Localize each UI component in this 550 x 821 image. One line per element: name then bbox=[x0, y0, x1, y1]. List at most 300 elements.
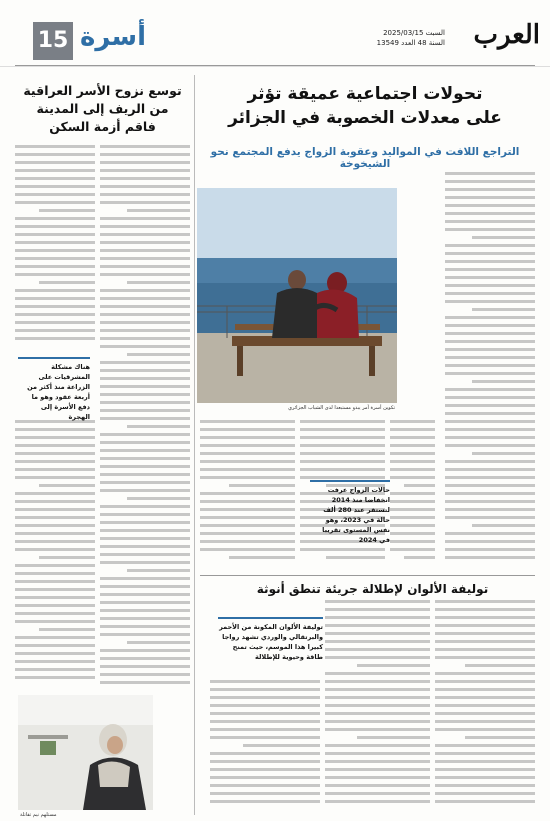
text-line bbox=[300, 452, 385, 455]
text-lines bbox=[435, 600, 535, 803]
text-line bbox=[325, 624, 430, 627]
text-line bbox=[435, 744, 535, 747]
text-line bbox=[15, 257, 95, 260]
text-line bbox=[100, 489, 190, 492]
text-line bbox=[445, 468, 535, 471]
text-line bbox=[200, 532, 295, 535]
side-article-column-3 bbox=[15, 420, 95, 690]
text-line bbox=[100, 233, 190, 236]
text-line bbox=[325, 672, 430, 675]
text-lines bbox=[200, 420, 295, 559]
text-line bbox=[100, 265, 190, 268]
text-line bbox=[435, 768, 535, 771]
text-line bbox=[100, 289, 190, 292]
text-line bbox=[404, 484, 436, 487]
masthead bbox=[0, 0, 550, 67]
side-headline-line2: من الريف إلى المدينة bbox=[36, 101, 169, 116]
text-line bbox=[357, 736, 431, 739]
text-line bbox=[15, 185, 95, 188]
text-line bbox=[445, 484, 535, 487]
text-line bbox=[472, 308, 535, 311]
main-headline bbox=[200, 82, 530, 130]
text-line bbox=[210, 760, 320, 763]
text-line bbox=[300, 468, 385, 471]
text-line bbox=[300, 460, 385, 463]
text-line bbox=[200, 452, 295, 455]
text-line bbox=[325, 744, 430, 747]
text-line bbox=[390, 452, 435, 455]
text-line bbox=[15, 500, 95, 503]
text-line bbox=[445, 268, 535, 271]
text-line bbox=[445, 204, 535, 207]
bottom-article-column-3 bbox=[210, 680, 320, 810]
text-line bbox=[445, 372, 535, 375]
text-line bbox=[325, 712, 430, 715]
text-line bbox=[435, 800, 535, 803]
text-line bbox=[100, 217, 190, 220]
text-line bbox=[390, 460, 435, 463]
text-line bbox=[435, 600, 535, 603]
text-line bbox=[100, 433, 190, 436]
text-line bbox=[100, 633, 190, 636]
text-line bbox=[15, 265, 95, 268]
text-line bbox=[435, 752, 535, 755]
text-line bbox=[435, 688, 535, 691]
main-subheadline: التراجع اللافت في المواليد وعقوبة الزواج يدفع المجتمع نحو الشيخوخة bbox=[210, 146, 520, 170]
text-line bbox=[100, 345, 190, 348]
text-line bbox=[435, 632, 535, 635]
text-line bbox=[445, 252, 535, 255]
text-line bbox=[100, 377, 190, 380]
text-line bbox=[445, 180, 535, 183]
text-line bbox=[15, 201, 95, 204]
text-line bbox=[390, 508, 435, 511]
text-lines bbox=[390, 420, 435, 559]
text-line bbox=[445, 284, 535, 287]
text-line bbox=[210, 696, 320, 699]
main-photo-caption: تكوين أسرة أمر يبدو مستبعدا لدى الشباب الجزائري bbox=[288, 405, 395, 411]
side-headline-line3: فاقم أزمة السكن bbox=[49, 119, 156, 134]
text-line bbox=[100, 361, 190, 364]
text-line bbox=[210, 768, 320, 771]
text-line bbox=[100, 617, 190, 620]
text-line bbox=[15, 588, 95, 591]
text-line bbox=[390, 468, 435, 471]
text-line bbox=[15, 225, 95, 228]
text-line bbox=[210, 784, 320, 787]
text-line bbox=[404, 556, 436, 559]
text-line bbox=[445, 404, 535, 407]
couple-on-bench-photo bbox=[197, 188, 397, 403]
text-line bbox=[100, 609, 190, 612]
text-line bbox=[445, 324, 535, 327]
text-line bbox=[210, 712, 320, 715]
text-lines bbox=[15, 145, 95, 340]
text-line bbox=[445, 476, 535, 479]
text-line bbox=[200, 548, 295, 551]
text-line bbox=[445, 220, 535, 223]
text-line bbox=[100, 449, 190, 452]
text-line bbox=[100, 625, 190, 628]
text-line bbox=[435, 608, 535, 611]
text-line bbox=[100, 465, 190, 468]
text-line bbox=[325, 696, 430, 699]
text-line bbox=[15, 468, 95, 471]
text-line bbox=[210, 720, 320, 723]
text-line bbox=[100, 297, 190, 300]
text-line bbox=[445, 260, 535, 263]
text-line bbox=[325, 600, 430, 603]
text-line bbox=[100, 441, 190, 444]
text-line bbox=[210, 704, 320, 707]
text-line bbox=[445, 332, 535, 335]
small-photo-caption: مستلهم نيم تقاتلة bbox=[20, 812, 57, 818]
text-line bbox=[100, 145, 190, 148]
text-line bbox=[100, 529, 190, 532]
main-article-column-4 bbox=[390, 420, 435, 570]
text-line bbox=[210, 776, 320, 779]
text-line bbox=[445, 276, 535, 279]
text-line bbox=[435, 624, 535, 627]
text-line bbox=[15, 604, 95, 607]
text-line bbox=[445, 532, 535, 535]
text-line bbox=[15, 233, 95, 236]
text-line bbox=[445, 492, 535, 495]
text-line bbox=[39, 556, 95, 559]
main-headline-line2: على معدلات الخصوبة في الجزائر bbox=[228, 108, 502, 128]
text-line bbox=[435, 728, 535, 731]
text-line bbox=[445, 396, 535, 399]
text-line bbox=[100, 161, 190, 164]
text-line bbox=[100, 593, 190, 596]
text-line bbox=[15, 145, 95, 148]
text-line bbox=[127, 497, 190, 500]
text-line bbox=[325, 728, 430, 731]
text-line bbox=[100, 241, 190, 244]
text-line bbox=[325, 776, 430, 779]
text-line bbox=[100, 385, 190, 388]
newspaper-logo: العرب bbox=[473, 20, 540, 50]
dateline bbox=[377, 28, 445, 48]
text-line bbox=[15, 572, 95, 575]
text-line bbox=[445, 172, 535, 175]
text-line bbox=[445, 508, 535, 511]
text-line bbox=[210, 680, 320, 683]
text-line bbox=[100, 337, 190, 340]
text-line bbox=[445, 548, 535, 551]
text-line bbox=[229, 556, 296, 559]
text-line bbox=[200, 428, 295, 431]
text-line bbox=[435, 760, 535, 763]
text-line bbox=[127, 209, 190, 212]
main-article-column-1 bbox=[445, 172, 535, 567]
text-line bbox=[127, 425, 190, 428]
text-line bbox=[15, 516, 95, 519]
text-line bbox=[210, 688, 320, 691]
text-line bbox=[210, 736, 320, 739]
text-line bbox=[465, 736, 535, 739]
text-line bbox=[325, 616, 430, 619]
text-line bbox=[100, 537, 190, 540]
text-line bbox=[445, 228, 535, 231]
text-line bbox=[15, 217, 95, 220]
text-line bbox=[15, 177, 95, 180]
text-line bbox=[100, 585, 190, 588]
text-line bbox=[15, 540, 95, 543]
bottom-article-column-2 bbox=[325, 600, 430, 810]
text-line bbox=[15, 297, 95, 300]
text-line bbox=[15, 460, 95, 463]
column-divider bbox=[194, 75, 195, 815]
text-line bbox=[390, 540, 435, 543]
text-line bbox=[100, 401, 190, 404]
text-line bbox=[15, 329, 95, 332]
text-line bbox=[100, 257, 190, 260]
text-line bbox=[100, 225, 190, 228]
issue-number: السنة 48 العدد 13549 bbox=[376, 39, 445, 47]
side-article-column-1 bbox=[100, 145, 190, 690]
text-line bbox=[445, 516, 535, 519]
text-line bbox=[100, 577, 190, 580]
text-line bbox=[325, 640, 430, 643]
text-lines bbox=[445, 172, 535, 559]
text-line bbox=[127, 281, 190, 284]
text-line bbox=[325, 752, 430, 755]
text-line bbox=[15, 337, 95, 340]
text-line bbox=[100, 601, 190, 604]
text-line bbox=[445, 460, 535, 463]
text-line bbox=[200, 420, 295, 423]
text-line bbox=[127, 353, 190, 356]
text-line bbox=[100, 249, 190, 252]
text-line bbox=[100, 457, 190, 460]
text-line bbox=[100, 305, 190, 308]
text-line bbox=[100, 193, 190, 196]
text-line bbox=[100, 201, 190, 204]
text-line bbox=[435, 704, 535, 707]
text-line bbox=[15, 452, 95, 455]
text-line bbox=[200, 444, 295, 447]
text-line bbox=[15, 492, 95, 495]
text-line bbox=[300, 436, 385, 439]
text-line bbox=[15, 476, 95, 479]
text-line bbox=[100, 177, 190, 180]
text-line bbox=[15, 193, 95, 196]
text-line bbox=[100, 417, 190, 420]
text-line bbox=[472, 524, 535, 527]
text-line bbox=[15, 153, 95, 156]
text-line bbox=[100, 553, 190, 556]
text-line bbox=[15, 169, 95, 172]
text-line bbox=[15, 249, 95, 252]
section-title: أسرة bbox=[80, 22, 147, 52]
text-line bbox=[445, 420, 535, 423]
text-line bbox=[472, 380, 535, 383]
text-line bbox=[15, 660, 95, 663]
text-line bbox=[300, 476, 385, 479]
text-line bbox=[229, 484, 296, 487]
text-line bbox=[15, 596, 95, 599]
text-line bbox=[445, 300, 535, 303]
text-line bbox=[445, 500, 535, 503]
text-line bbox=[15, 508, 95, 511]
text-line bbox=[39, 209, 95, 212]
text-line bbox=[445, 436, 535, 439]
text-line bbox=[100, 273, 190, 276]
text-line bbox=[200, 508, 295, 511]
text-line bbox=[100, 649, 190, 652]
text-line bbox=[15, 652, 95, 655]
text-line bbox=[445, 292, 535, 295]
text-line bbox=[357, 664, 431, 667]
text-line bbox=[15, 644, 95, 647]
text-line bbox=[200, 500, 295, 503]
text-line bbox=[325, 648, 430, 651]
text-line bbox=[100, 329, 190, 332]
text-lines bbox=[100, 145, 190, 684]
bottom-pull-quote: توليفة الألوان المكونة من الأحمر والبرتقالي والوردي تشهد رواجا كبيرا هذا الموسم، حيث تمنح طاقة وحيوية للإطلالة bbox=[218, 617, 323, 662]
text-line bbox=[15, 313, 95, 316]
text-line bbox=[210, 728, 320, 731]
text-line bbox=[445, 356, 535, 359]
side-headline-line1: توسع نزوح الأسر العراقية bbox=[23, 83, 182, 98]
text-line bbox=[15, 428, 95, 431]
text-line bbox=[445, 540, 535, 543]
text-line bbox=[300, 420, 385, 423]
text-line bbox=[390, 492, 435, 495]
text-line bbox=[100, 561, 190, 564]
text-line bbox=[300, 548, 385, 551]
text-line bbox=[300, 428, 385, 431]
masthead-rule bbox=[15, 65, 535, 66]
text-line bbox=[445, 556, 535, 559]
text-line bbox=[100, 513, 190, 516]
text-line bbox=[435, 640, 535, 643]
woman-headscarf-photo bbox=[18, 695, 153, 810]
text-line bbox=[445, 388, 535, 391]
text-line bbox=[325, 688, 430, 691]
text-line bbox=[15, 668, 95, 671]
text-line bbox=[435, 680, 535, 683]
text-line bbox=[15, 241, 95, 244]
text-lines bbox=[15, 420, 95, 679]
text-line bbox=[200, 436, 295, 439]
text-line bbox=[39, 484, 95, 487]
text-line bbox=[200, 524, 295, 527]
text-line bbox=[100, 521, 190, 524]
text-line bbox=[472, 236, 535, 239]
text-line bbox=[326, 556, 386, 559]
text-line bbox=[435, 720, 535, 723]
text-line bbox=[325, 768, 430, 771]
text-line bbox=[435, 776, 535, 779]
text-line bbox=[435, 616, 535, 619]
text-line bbox=[39, 628, 95, 631]
text-line bbox=[200, 516, 295, 519]
text-line bbox=[200, 468, 295, 471]
text-line bbox=[390, 532, 435, 535]
text-line bbox=[325, 800, 430, 803]
text-line bbox=[100, 657, 190, 660]
text-line bbox=[325, 704, 430, 707]
text-line bbox=[210, 792, 320, 795]
text-line bbox=[445, 412, 535, 415]
text-line bbox=[15, 273, 95, 276]
text-line bbox=[390, 428, 435, 431]
text-line bbox=[243, 744, 320, 747]
text-line bbox=[15, 636, 95, 639]
text-line bbox=[100, 505, 190, 508]
text-line bbox=[100, 153, 190, 156]
text-line bbox=[100, 185, 190, 188]
text-line bbox=[100, 665, 190, 668]
text-line bbox=[300, 444, 385, 447]
bottom-headline: توليفة الألوان لإطلالة جريئة تنطق أنوثة bbox=[256, 582, 489, 596]
text-line bbox=[100, 313, 190, 316]
text-line bbox=[15, 580, 95, 583]
text-line bbox=[15, 564, 95, 567]
text-line bbox=[15, 289, 95, 292]
text-line bbox=[210, 800, 320, 803]
text-line bbox=[390, 444, 435, 447]
text-line bbox=[435, 712, 535, 715]
text-line bbox=[325, 608, 430, 611]
side-article-column-2 bbox=[15, 145, 95, 350]
text-line bbox=[435, 648, 535, 651]
text-line bbox=[445, 428, 535, 431]
text-line bbox=[390, 436, 435, 439]
text-line bbox=[100, 409, 190, 412]
text-line bbox=[210, 752, 320, 755]
bottom-article-column-1 bbox=[435, 600, 535, 810]
text-line bbox=[15, 532, 95, 535]
text-line bbox=[445, 364, 535, 367]
main-pull-quote: حالات الزواج عرفت انخفاضا منذ 2014 لتستقر عند 280 ألف حالة في 2023، وهو نفس المستوى تقريبا في 2024 bbox=[310, 480, 390, 545]
text-line bbox=[445, 212, 535, 215]
text-line bbox=[15, 321, 95, 324]
text-line bbox=[325, 680, 430, 683]
text-line bbox=[100, 169, 190, 172]
text-line bbox=[325, 760, 430, 763]
text-line bbox=[15, 548, 95, 551]
text-line bbox=[100, 681, 190, 684]
text-line bbox=[390, 516, 435, 519]
text-line bbox=[200, 460, 295, 463]
text-line bbox=[100, 369, 190, 372]
text-line bbox=[325, 784, 430, 787]
text-lines bbox=[325, 600, 430, 803]
text-line bbox=[472, 452, 535, 455]
text-line bbox=[445, 244, 535, 247]
text-line bbox=[200, 492, 295, 495]
text-line bbox=[445, 188, 535, 191]
text-line bbox=[325, 792, 430, 795]
text-line bbox=[200, 540, 295, 543]
text-line bbox=[100, 321, 190, 324]
text-line bbox=[15, 305, 95, 308]
text-line bbox=[390, 500, 435, 503]
text-line bbox=[15, 620, 95, 623]
text-line bbox=[435, 784, 535, 787]
text-line bbox=[445, 196, 535, 199]
text-line bbox=[127, 569, 190, 572]
text-line bbox=[15, 436, 95, 439]
text-line bbox=[445, 348, 535, 351]
text-line bbox=[15, 161, 95, 164]
page-number-badge: 15 bbox=[33, 22, 73, 60]
side-pull-quote: هناك مشكلة المشرقيات على الزراعة منذ أكثر من أربعة عقود وهو ما دفع الأسرة إلى الهجرة bbox=[18, 357, 90, 422]
main-headline-line1: تحولات اجتماعية عميقة تؤثر bbox=[247, 84, 483, 104]
